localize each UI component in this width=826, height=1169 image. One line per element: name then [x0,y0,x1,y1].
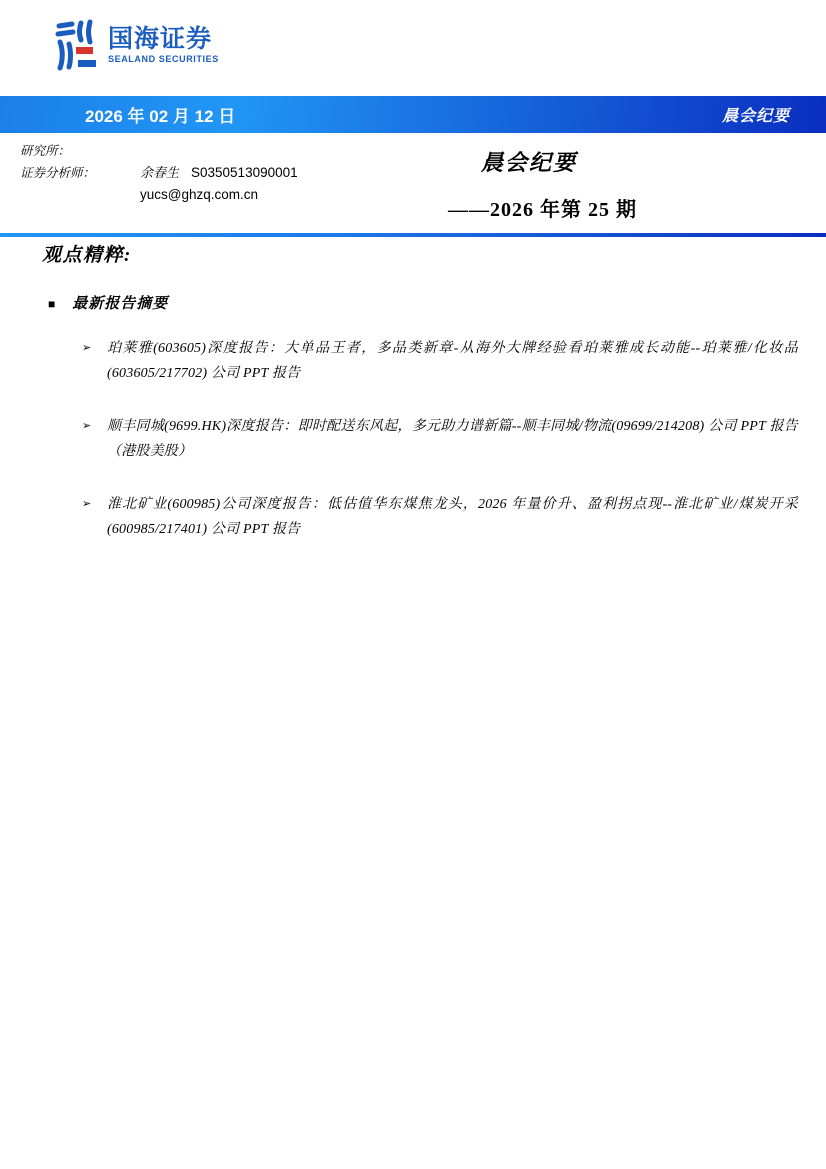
header-divider [0,233,826,237]
analyst-name: 余春生 [140,165,180,180]
arrow-bullet-icon: ➢ [82,420,92,432]
logo-blue-bar [78,60,96,67]
page-subtitle: ——2026 年第 25 期 [448,199,637,221]
main-content [42,244,798,570]
arrow-bullet-icon: ➢ [82,498,92,510]
banner-date: 2026 年 02 月 12 日 [85,107,236,126]
institute-label: 研究所： [20,144,71,158]
sealand-logo-icon [55,18,99,72]
report-group-heading-row [42,296,798,312]
company-logo [55,18,219,72]
list-item [42,336,798,386]
report-summary-list [42,336,798,542]
title-block [448,150,637,223]
date-banner [0,96,826,133]
list-item [42,492,798,542]
analyst-license-id: S0350513090001 [191,165,298,180]
report-group-heading: 最新报告摘要 [72,296,169,312]
page-title: 晨会纪要 [481,150,578,175]
email-label-spacer [20,184,140,206]
email-row [20,184,298,206]
analyst-meta [20,140,298,206]
analyst-label: 证券分析师： [20,166,96,180]
logo-red-bar [76,47,93,54]
company-name-en: SEALAND SECURITIES [108,54,219,65]
institute-row [20,140,298,162]
report-summary-text: 顺丰同城(9699.HK)深度报告：即时配送东风起，多元助力谱新篇--顺丰同城/物流(09699/214208) 公司 PPT 报告（港股美股） [107,419,798,459]
report-summary-text: 淮北矿业(600985)公司深度报告：低估值华东煤焦龙头，2026 年量价升、盈利拐点现--淮北矿业/煤炭开采(600985/217401) 公司 PPT 报告 [107,497,798,537]
section-heading: 观点精粹: [42,245,132,266]
list-item [42,414,798,464]
analyst-row [20,162,298,184]
report-summary-text: 珀莱雅(603605)深度报告：大单品王者，多品类新章-从海外大牌经验看珀莱雅成长动能--珀莱雅/化妆品(603605/217702) 公司 PPT 报告 [107,341,798,381]
analyst-email: yucs@ghzq.com.cn [140,187,258,202]
banner-report-type: 晨会纪要 [721,108,790,125]
company-name-cn: 国海证券 [108,24,213,53]
arrow-bullet-icon: ➢ [82,342,92,354]
square-bullet-icon: ■ [48,297,56,311]
